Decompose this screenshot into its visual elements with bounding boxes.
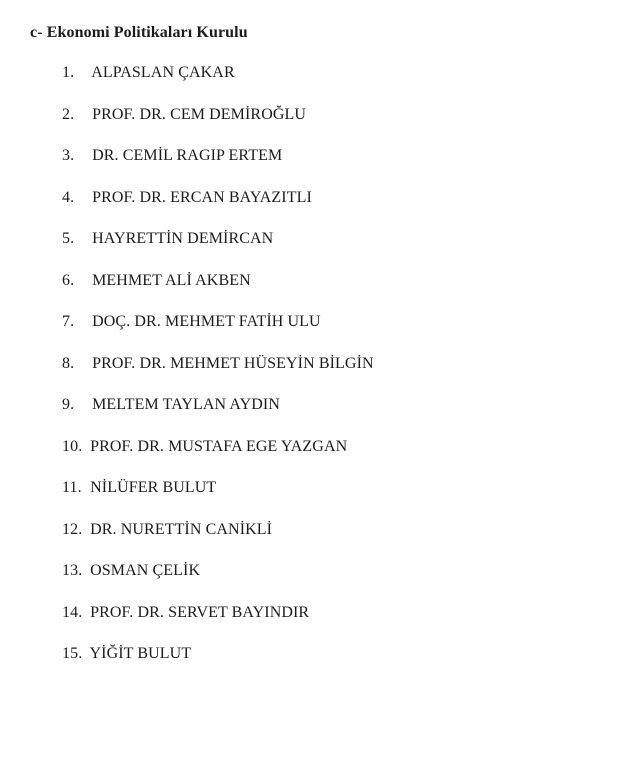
list-item-number: 10. — [62, 437, 83, 455]
list-item-number: 6. — [62, 271, 75, 289]
list-item-number: 9. — [62, 396, 75, 413]
list-item-number: 8. — [62, 354, 75, 372]
list-item-name: ALPASLAN ÇAKAR — [91, 64, 235, 81]
list-item — [62, 394, 374, 436]
list-item-number: 7. — [62, 313, 75, 330]
list-item-number: 11. — [62, 479, 82, 496]
list-item-name: NİLÜFER BULUT — [90, 479, 217, 496]
list-item-name: DR. NURETTİN CANİKLİ — [90, 520, 273, 538]
list-item-name: PROF. DR. SERVET BAYINDIR — [90, 603, 310, 621]
list-item — [62, 62, 374, 104]
list-item — [62, 477, 374, 519]
list-item-name: DOÇ. DR. MEHMET FATİH ULU — [92, 313, 321, 330]
list-item-name: MELTEM TAYLAN AYDIN — [92, 396, 281, 413]
list-item-name: PROF. DR. MUSTAFA EGE YAZGAN — [90, 437, 348, 455]
list-item-number: 1. — [62, 64, 75, 81]
list-item-name: OSMAN ÇELİK — [90, 562, 201, 579]
list-item — [62, 643, 374, 685]
list-item — [62, 436, 374, 478]
list-item-number: 12. — [62, 520, 83, 538]
list-item — [62, 145, 374, 187]
list-item — [62, 311, 374, 353]
list-item-name: PROF. DR. ERCAN BAYAZITLI — [92, 188, 312, 206]
list-item-name: DR. CEMİL RAGIP ERTEM — [92, 147, 283, 164]
list-item — [62, 560, 374, 602]
list-item-name: YİĞİT BULUT — [89, 645, 192, 662]
list-item-number: 5. — [62, 230, 75, 247]
list-item-number: 4. — [62, 188, 75, 206]
member-list — [62, 62, 374, 685]
list-item — [62, 519, 374, 561]
list-item-name: HAYRETTİN DEMİRCAN — [92, 230, 274, 247]
list-item-number: 3. — [62, 147, 75, 164]
list-item-name: PROF. DR. MEHMET HÜSEYİN BİLGİN — [92, 354, 374, 372]
list-item — [62, 104, 374, 146]
list-item-number: 15. — [62, 645, 83, 662]
section-heading: c- Ekonomi Politikaları Kurulu — [30, 24, 248, 41]
list-item — [62, 353, 374, 395]
list-item — [62, 602, 374, 644]
list-item — [62, 228, 374, 270]
list-item-number: 13. — [62, 562, 83, 579]
list-item — [62, 270, 374, 312]
list-item-name: MEHMET ALİ AKBEN — [92, 271, 251, 289]
list-item-name: PROF. DR. CEM DEMİROĞLU — [92, 105, 307, 123]
list-item-number: 2. — [62, 105, 75, 123]
list-item-number: 14. — [62, 603, 83, 621]
list-item — [62, 187, 374, 229]
